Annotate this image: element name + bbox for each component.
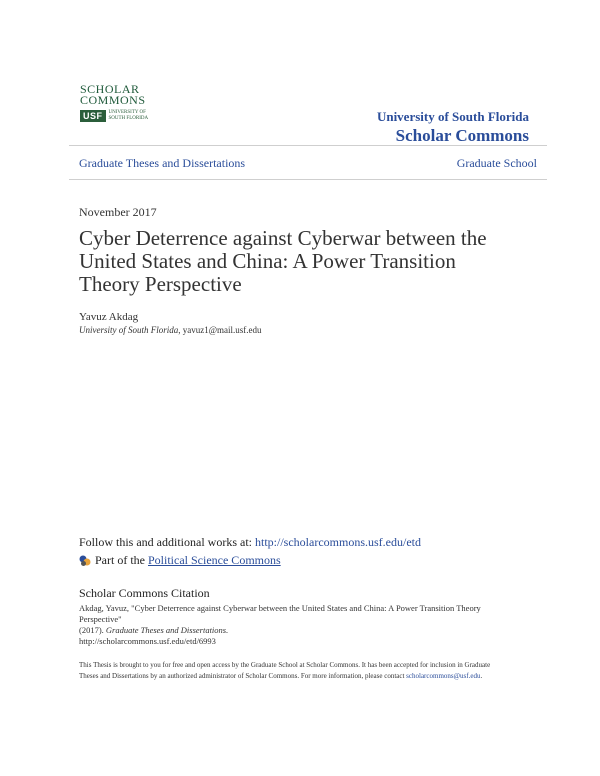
logo-subtitle: UNIVERSITY OF SOUTH FLORIDA — [108, 110, 149, 121]
citation-body — [79, 603, 519, 647]
citation-heading: Scholar Commons Citation — [79, 586, 210, 600]
author-email[interactable]: , yavuz1@mail.usf.edu — [178, 325, 262, 335]
citation-line-2: (2017). Graduate Theses and Dissertations. — [79, 625, 229, 635]
logo-line-commons: COMMONS — [80, 93, 146, 107]
citation-line-1: Akdag, Yavuz, "Cyber Deterrence against Cyberwar between the United States and China: A Power Transition Theory Perspective" — [79, 603, 481, 624]
follow-line — [79, 535, 421, 550]
divider-top — [69, 145, 547, 146]
contact-email-link[interactable]: scholarcommons@usf.edu — [406, 672, 481, 680]
citation-url[interactable]: http://scholarcommons.usf.edu/etd/6993 — [79, 636, 216, 646]
university-name[interactable]: University of South Florida — [376, 109, 529, 124]
author-affiliation — [79, 325, 262, 335]
paper-title: Cyber Deterrence against Cyberwar between the United States and China: A Power Transition Theory Perspective — [79, 226, 487, 296]
nav-graduate-school-link[interactable]: Graduate School — [456, 156, 537, 170]
header-branding — [377, 109, 529, 146]
logo-line-scholar: SCHOLAR — [80, 82, 140, 96]
repository-name[interactable]: Scholar Commons — [395, 126, 529, 145]
scholar-commons-logo — [80, 84, 160, 136]
notice-line-1: This Thesis is brought to you for free and open access by the Graduate School at Scholar Commons. It has been accepted for inclusion in Graduate — [79, 661, 491, 669]
publication-date: November 2017 — [79, 205, 157, 219]
logo-wordmark — [80, 84, 160, 106]
follow-text: Follow this and additional works at: — [79, 535, 255, 549]
political-science-commons-link[interactable]: Political Science Commons — [148, 553, 281, 567]
notice-line-2: Theses and Dissertations by an authorized administrator of Scholar Commons. For more information, please contact scholarcommons@usf.edu. — [79, 672, 483, 680]
part-of-text: Part of the — [95, 553, 145, 567]
access-notice — [79, 660, 519, 682]
divider-bottom — [69, 179, 547, 180]
usf-badge: USF — [80, 110, 106, 122]
commons-network-icon — [79, 555, 91, 567]
affiliation-institution: University of South Florida — [79, 325, 179, 335]
follow-url-link[interactable]: http://scholarcommons.usf.edu/etd — [255, 535, 421, 549]
author-name: Yavuz Akdag — [79, 311, 139, 323]
nav-theses-link[interactable]: Graduate Theses and Dissertations — [79, 156, 246, 170]
part-of-line — [79, 553, 281, 568]
